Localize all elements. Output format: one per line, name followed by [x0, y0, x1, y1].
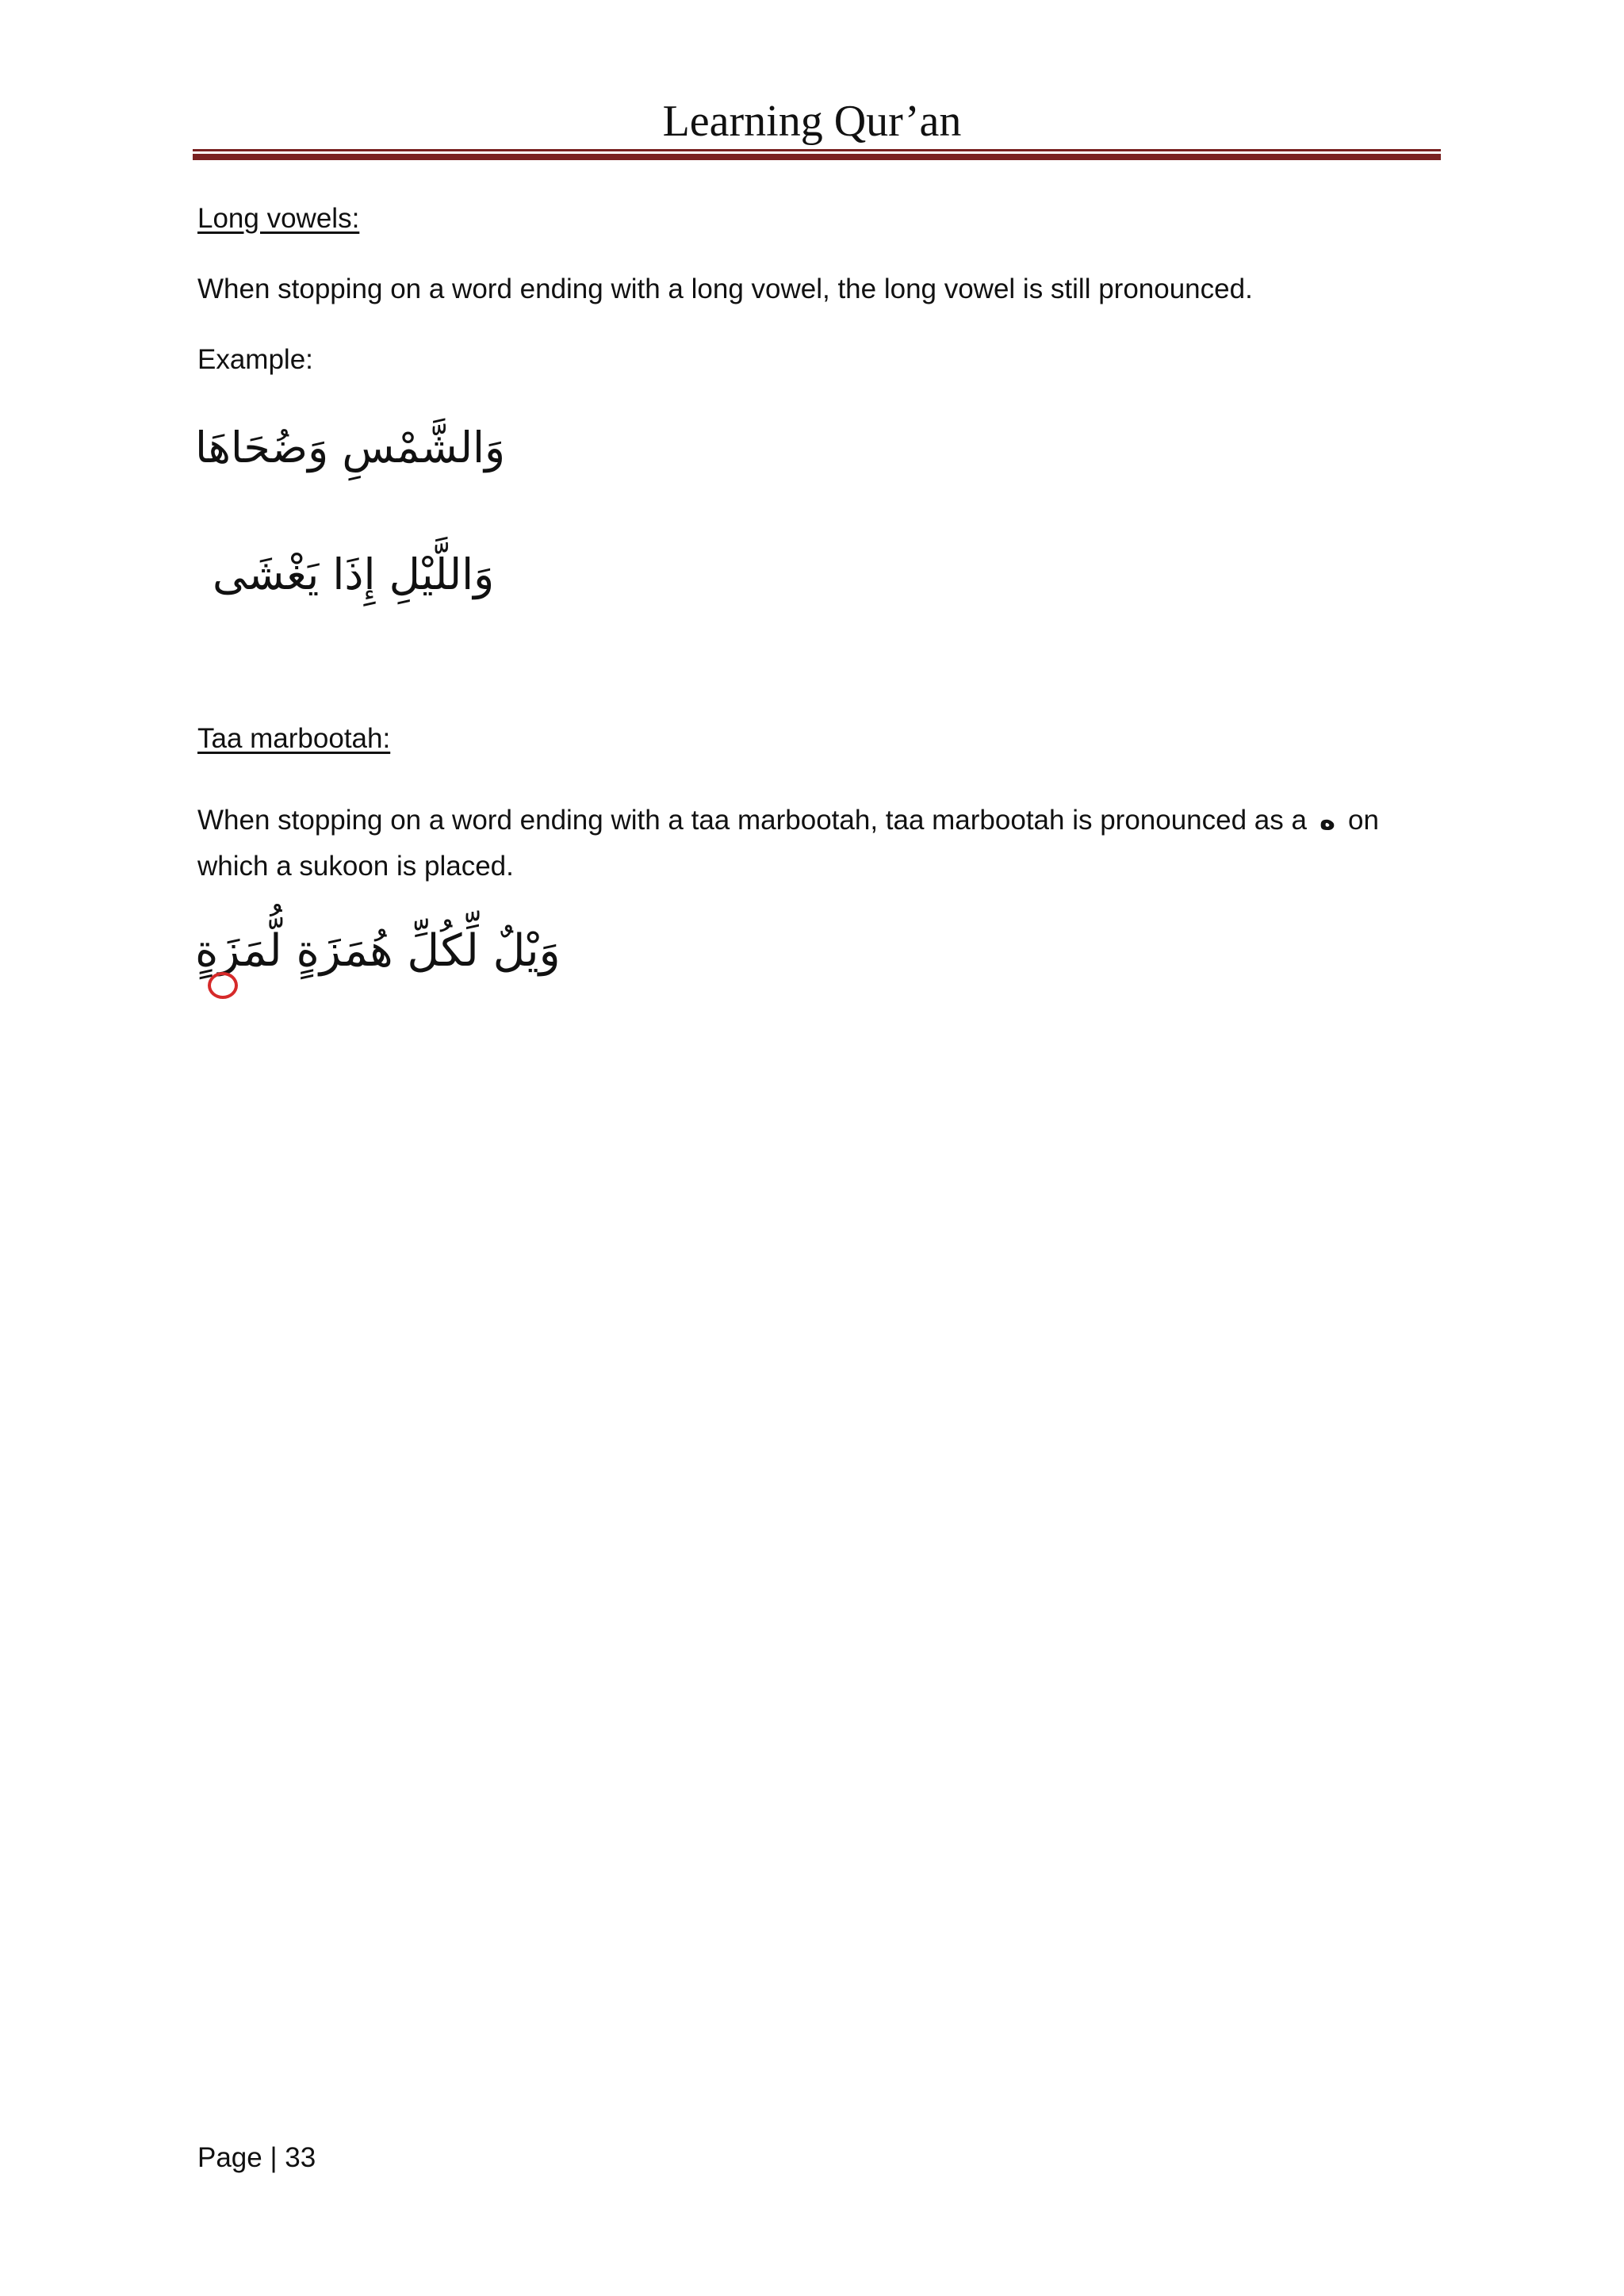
header-rule-thin-line — [193, 149, 1441, 151]
page-number: Page | 33 — [197, 2142, 316, 2173]
arabic-example-3: وَيْلٌ لِّكُلِّ هُمَزَةٍ لُّمَزَةٍ — [195, 925, 561, 977]
header-rule — [193, 149, 1441, 161]
header-rule-thick-line — [193, 154, 1441, 160]
taa-marbootah-paragraph-line2: which a sukoon is placed. — [197, 851, 514, 882]
taa-marbootah-example — [195, 912, 560, 1007]
arabic-example-1: وَالشَّمْسِ وَضُحَاهَا — [195, 423, 506, 473]
taa-text-before: When stopping on a word ending with a taa marbootah, taa marbootah is pronounced as a — [197, 805, 1307, 836]
long-vowels-paragraph: When stopping on a word ending with a long vowel, the long vowel is still pronounced. — [197, 274, 1253, 304]
long-vowels-heading: Long vowels: — [197, 203, 360, 234]
taa-marbootah-heading: Taa marbootah: — [197, 723, 391, 754]
taa-text-after: on — [1348, 805, 1379, 836]
highlight-circle — [208, 972, 238, 999]
haa-letter: ه — [1319, 805, 1336, 836]
arabic-example-2: وَاللَّيْلِ إِذَا يَغْشَى — [213, 549, 495, 599]
page-header-title: Learning Qur’an — [662, 97, 962, 146]
taa-marbootah-paragraph-line1 — [197, 798, 1434, 844]
example-label: Example: — [197, 344, 313, 375]
